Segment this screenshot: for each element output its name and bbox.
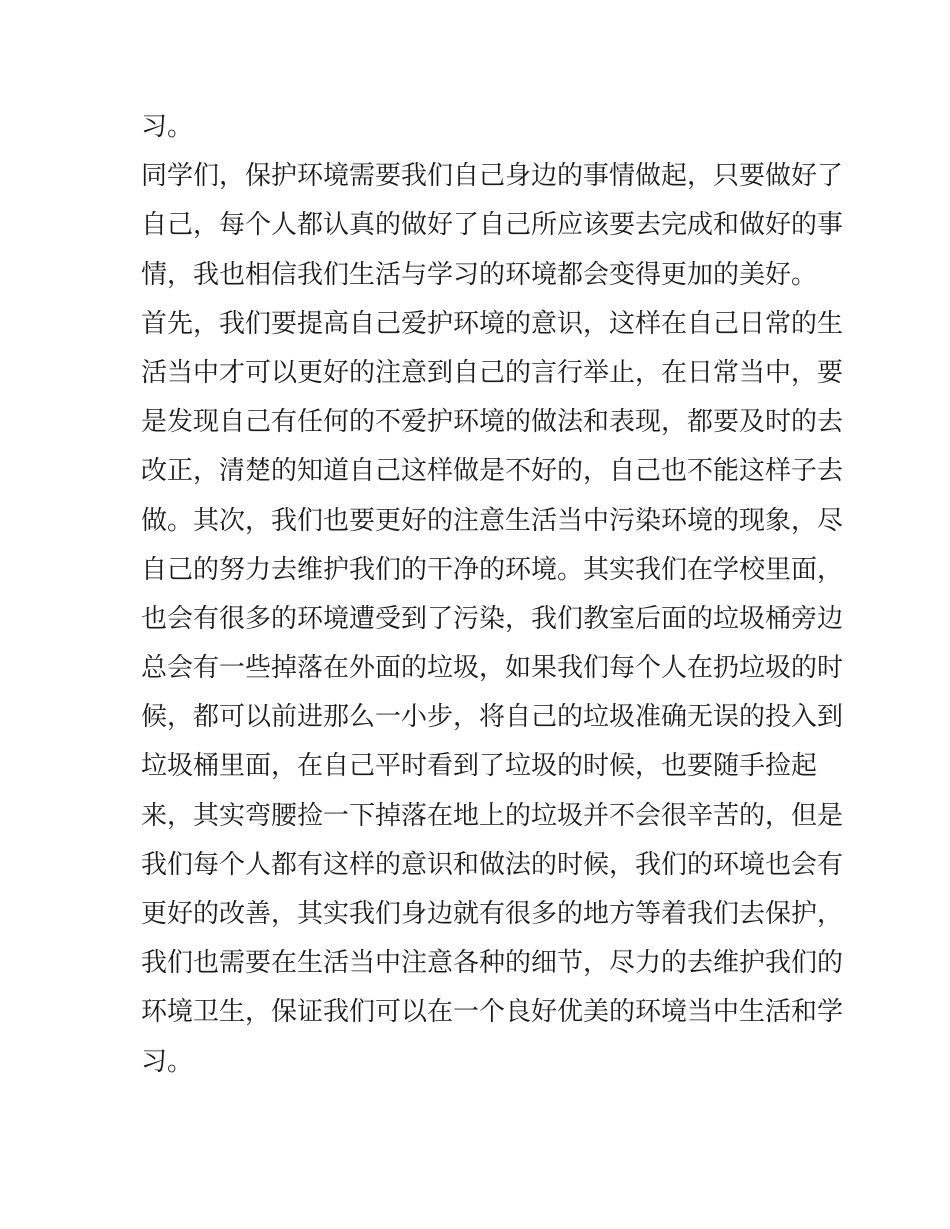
- text-line: 环境卫生，保证我们可以在一个良好优美的环境当中生活和学: [141, 997, 844, 1028]
- text-line: 总会有一些掉落在外面的垃圾，如果我们每个人在扔垃圾的时: [141, 653, 844, 684]
- text-line: 我们每个人都有这样的意识和做法的时候，我们的环境也会有: [141, 849, 844, 880]
- text-line: 我们也需要在生活当中注意各种的细节，尽力的去维护我们的: [141, 948, 844, 979]
- text-line: 来，其实弯腰捡一下掉落在地上的垃圾并不会很辛苦的，但是: [141, 800, 844, 831]
- text-line: 同学们，保护环境需要我们自己身边的事情做起，只要做好了: [141, 161, 844, 192]
- text-line: 更好的改善，其实我们身边就有很多的地方等着我们去保护，: [141, 899, 844, 929]
- text-line: 自己的努力去维护我们的干净的环境。其实我们在学校里面，: [141, 554, 844, 585]
- document-body: [141, 103, 844, 1087]
- text-line: 也会有很多的环境遭受到了污染，我们教室后面的垃圾桶旁边: [141, 603, 844, 634]
- text-line: 候，都可以前进那么一小步，将自己的垃圾准确无误的投入到: [141, 702, 844, 733]
- text-line: 活当中才可以更好的注意到自己的言行举止，在日常当中，要: [141, 357, 844, 388]
- text-line: 自己，每个人都认真的做好了自己所应该要去完成和做好的事: [141, 210, 844, 241]
- text-line: 习。: [141, 112, 194, 142]
- text-line: 情，我也相信我们生活与学习的环境都会变得更加的美好。: [141, 259, 818, 290]
- text-line: 习。: [141, 1046, 194, 1077]
- text-line: 垃圾桶里面，在自己平时看到了垃圾的时候，也要随手捡起: [141, 751, 818, 782]
- text-line: 改正，清楚的知道自己这样做是不好的，自己也不能这样子去: [141, 456, 844, 487]
- text-line: 首先，我们要提高自己爱护环境的意识，这样在自己日常的生: [141, 308, 844, 339]
- text-line: 做。其次，我们也要更好的注意生活当中污染环境的现象，尽: [141, 505, 844, 536]
- text-line: 是发现自己有任何的不爱护环境的做法和表现，都要及时的去: [141, 407, 844, 438]
